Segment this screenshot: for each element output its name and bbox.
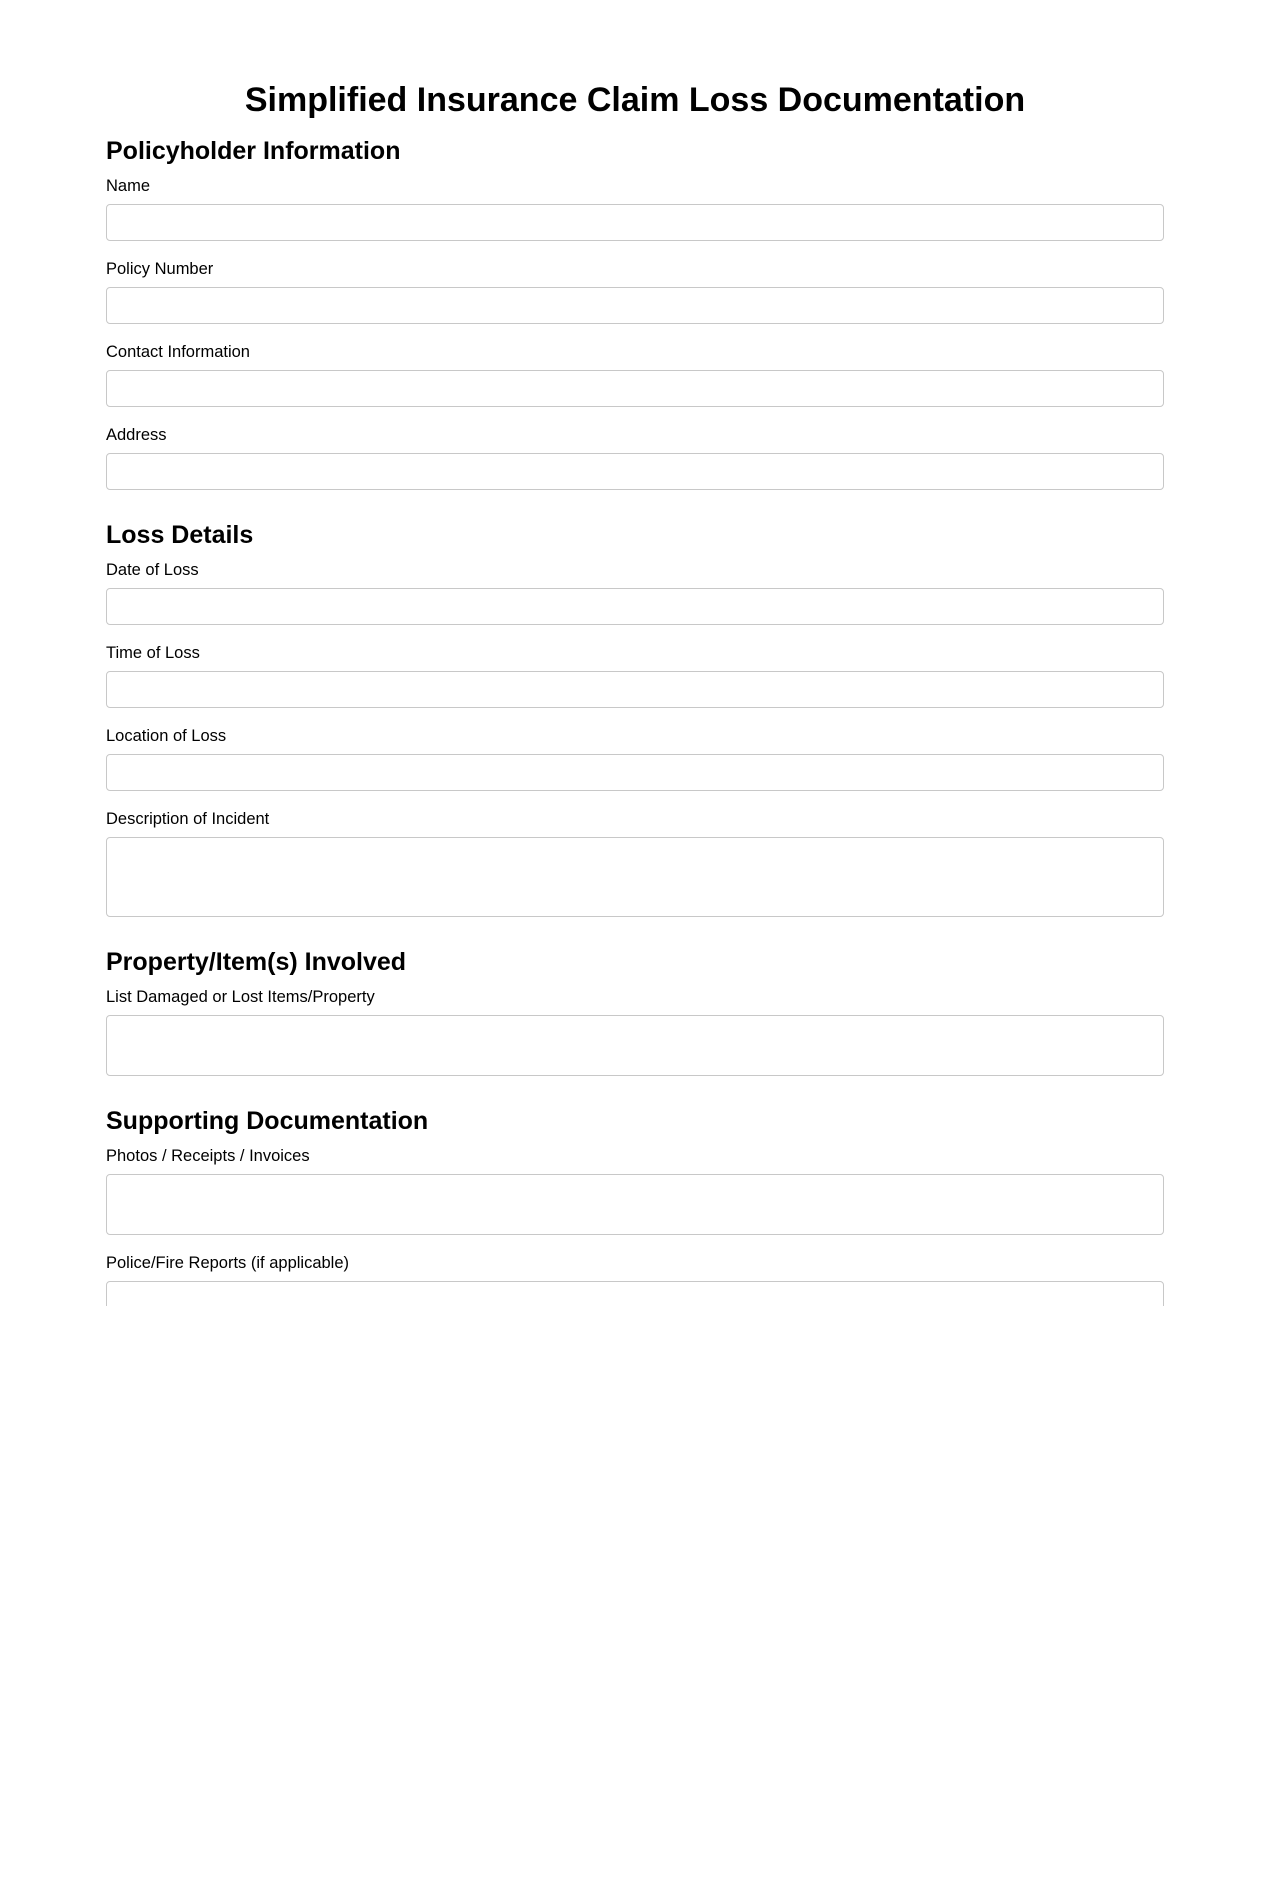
- location-of-loss-field-group: [106, 726, 1164, 791]
- police-fire-reports-textarea[interactable]: [106, 1281, 1164, 1306]
- contact-information-label: Contact Information: [106, 343, 250, 361]
- damaged-items-textarea[interactable]: [106, 1015, 1164, 1076]
- photos-receipts-textarea[interactable]: [106, 1174, 1164, 1235]
- time-of-loss-label: Time of Loss: [106, 644, 200, 662]
- photos-receipts-label: Photos / Receipts / Invoices: [106, 1147, 310, 1165]
- location-of-loss-label: Location of Loss: [106, 727, 227, 745]
- property-section: [106, 947, 1164, 1076]
- police-fire-reports-label: Police/Fire Reports (if applicable): [106, 1254, 350, 1272]
- time-of-loss-input[interactable]: [106, 671, 1164, 708]
- contact-field-group: [106, 342, 1164, 407]
- policy-number-input[interactable]: [106, 287, 1164, 324]
- address-field-group: [106, 425, 1164, 490]
- description-of-incident-label: Description of Incident: [106, 810, 270, 828]
- reports-field-group: [106, 1253, 1164, 1306]
- address-input[interactable]: [106, 453, 1164, 490]
- date-of-loss-field-group: [106, 560, 1164, 625]
- photos-field-group: [106, 1146, 1164, 1235]
- policy-number-label: Policy Number: [106, 260, 214, 278]
- name-field-group: [106, 176, 1164, 241]
- section-heading-policyholder: Policyholder Information: [106, 137, 401, 165]
- supporting-documentation-section: [106, 1106, 1164, 1306]
- loss-details-section: [106, 520, 1164, 917]
- date-of-loss-input[interactable]: [106, 588, 1164, 625]
- section-heading-property: Property/Item(s) Involved: [106, 948, 407, 976]
- claim-form-page: [106, 80, 1164, 1306]
- location-of-loss-input[interactable]: [106, 754, 1164, 791]
- time-of-loss-field-group: [106, 643, 1164, 708]
- policyholder-section: [106, 136, 1164, 490]
- description-field-group: [106, 809, 1164, 917]
- page-title: Simplified Insurance Claim Loss Documentation: [244, 81, 1026, 119]
- address-label: Address: [106, 426, 167, 444]
- contact-information-input[interactable]: [106, 370, 1164, 407]
- policy-number-field-group: [106, 259, 1164, 324]
- description-of-incident-textarea[interactable]: [106, 837, 1164, 917]
- items-field-group: [106, 987, 1164, 1076]
- section-heading-loss-details: Loss Details: [106, 521, 254, 549]
- damaged-items-label: List Damaged or Lost Items/Property: [106, 988, 375, 1006]
- date-of-loss-label: Date of Loss: [106, 561, 199, 579]
- name-input[interactable]: [106, 204, 1164, 241]
- name-label: Name: [106, 177, 151, 195]
- section-heading-supporting-documentation: Supporting Documentation: [106, 1107, 429, 1135]
